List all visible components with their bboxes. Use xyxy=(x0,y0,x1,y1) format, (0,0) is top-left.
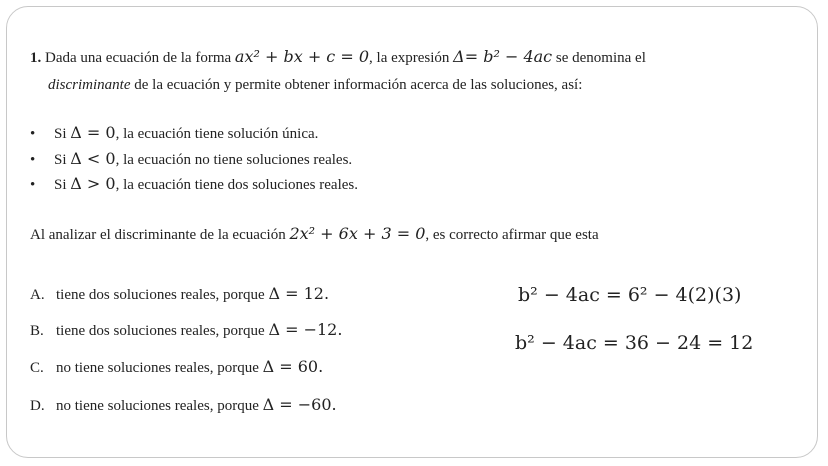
option-letter: B. xyxy=(30,323,44,339)
general-form-equation: ax² + bx + c = 0 xyxy=(234,47,370,66)
prompt-after: , es correcto afirmar que esta xyxy=(425,227,599,243)
discriminant-word: discriminante xyxy=(48,77,131,93)
option-value: Δ = 12. xyxy=(268,284,330,303)
rule-condition: Δ < 0 xyxy=(70,149,116,168)
question-number: 1. xyxy=(30,50,42,66)
rule-text: , la ecuación tiene dos soluciones reales. xyxy=(115,177,358,193)
intro-text-b: , la expresión xyxy=(369,50,450,66)
rule-text: , la ecuación tiene solución única. xyxy=(115,126,319,142)
option-text: no tiene soluciones reales, porque xyxy=(56,398,259,414)
option-letter: C. xyxy=(30,360,44,376)
rule-condition: Δ > 0 xyxy=(70,174,116,193)
question-line-1 xyxy=(30,48,646,67)
option-letter: A. xyxy=(30,287,45,303)
discriminant-expression: Δ= b² − 4ac xyxy=(453,47,553,66)
option-text: tiene dos soluciones reales, porque xyxy=(56,287,265,303)
bullet-icon: • xyxy=(30,177,36,193)
option-value: Δ = −12. xyxy=(268,320,343,339)
rule-item xyxy=(30,124,318,143)
rule-prefix: Si xyxy=(54,177,67,193)
rule-item xyxy=(30,150,352,169)
rule-prefix: Si xyxy=(54,152,67,168)
option-value: Δ = 60. xyxy=(262,357,324,376)
option-b[interactable] xyxy=(30,321,342,340)
bullet-icon: • xyxy=(30,152,36,168)
option-text: no tiene soluciones reales, porque xyxy=(56,360,259,376)
work-line-1: b² − 4ac = 6² − 4(2)(3) xyxy=(518,284,742,306)
intro-text-c: se denomina el xyxy=(555,50,646,66)
question-prompt xyxy=(30,225,599,244)
prompt-equation: 2x² + 6x + 3 = 0 xyxy=(289,224,426,243)
rule-prefix: Si xyxy=(54,126,67,142)
work-line-2: b² − 4ac = 36 − 24 = 12 xyxy=(515,332,754,354)
option-d[interactable] xyxy=(30,396,337,415)
bullet-icon: • xyxy=(30,126,36,142)
rule-item xyxy=(30,175,358,194)
intro-text-d: de la ecuación y permite obtener información acerca de las soluciones, así: xyxy=(134,77,583,93)
question-line-2 xyxy=(48,76,582,94)
option-value: Δ = −60. xyxy=(262,395,337,414)
option-c[interactable] xyxy=(30,358,323,377)
prompt-before: Al analizar el discriminante de la ecuación xyxy=(30,227,286,243)
intro-text-a: Dada una ecuación de la forma xyxy=(45,50,232,66)
rule-text: , la ecuación no tiene soluciones reales. xyxy=(115,152,353,168)
rule-condition: Δ = 0 xyxy=(70,123,116,142)
option-a[interactable] xyxy=(30,285,329,304)
option-text: tiene dos soluciones reales, porque xyxy=(56,323,265,339)
option-letter: D. xyxy=(30,398,45,414)
